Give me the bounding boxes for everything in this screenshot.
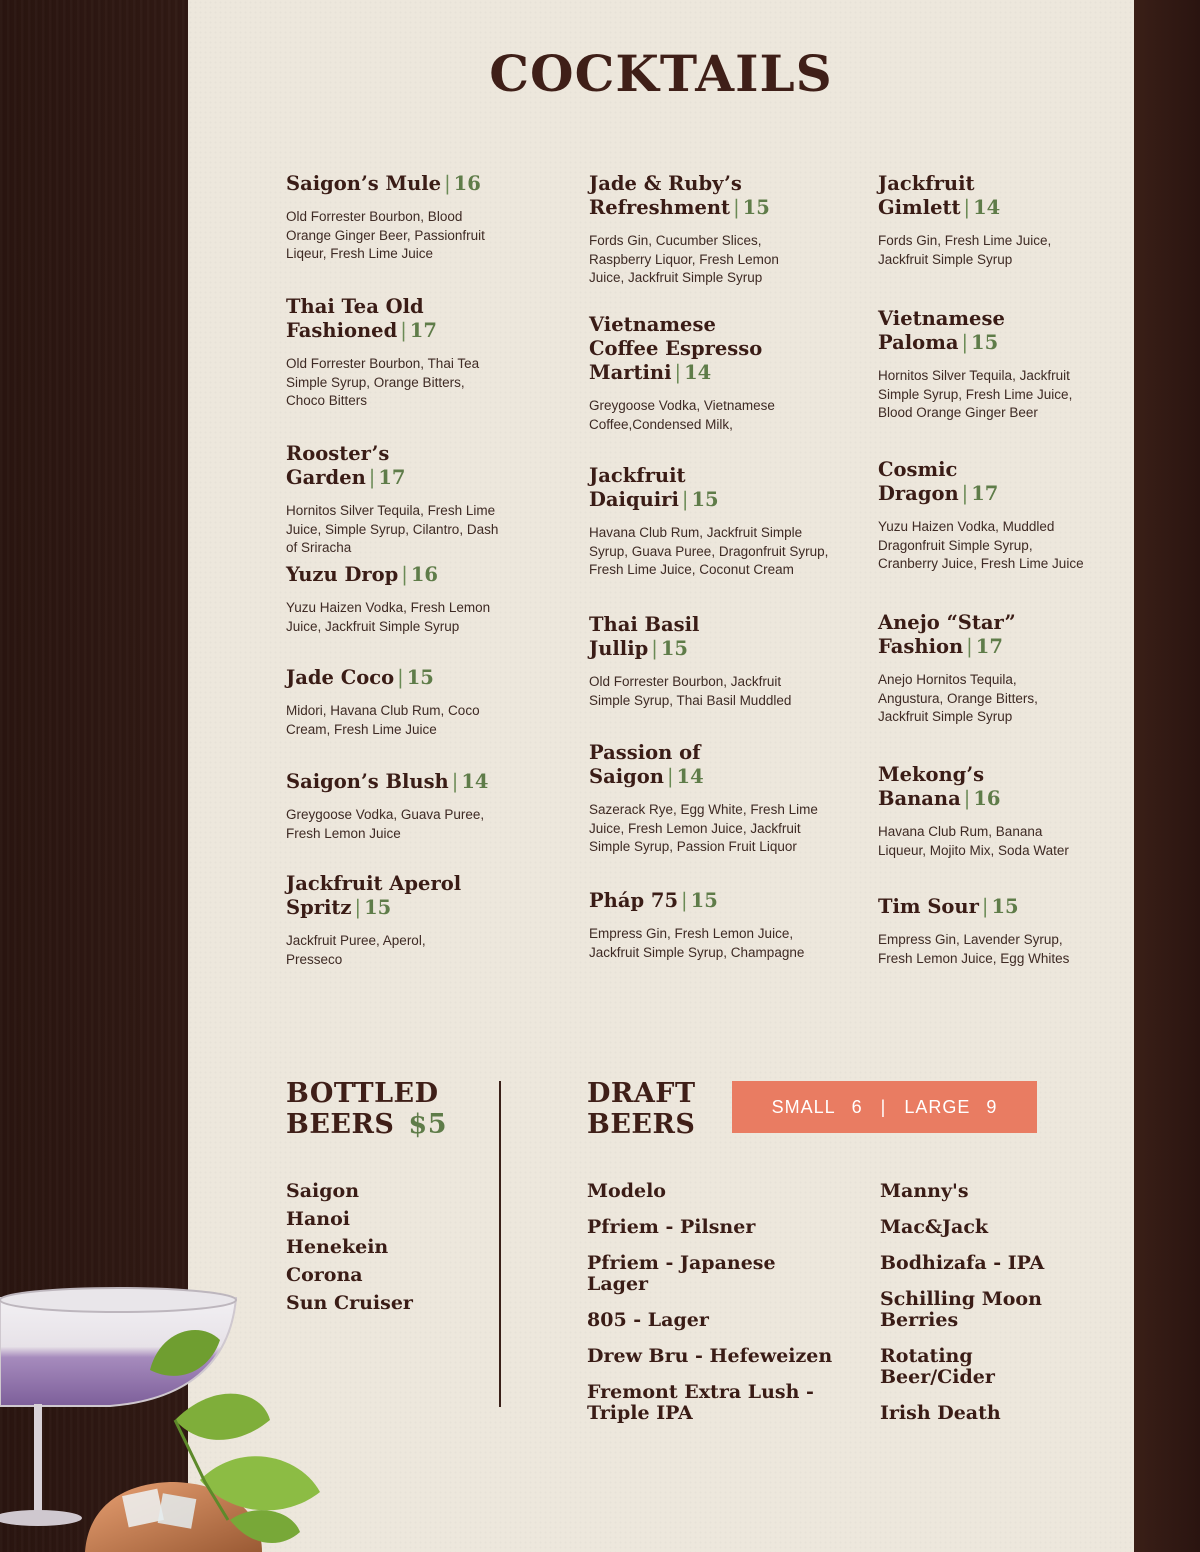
cocktail-item [286, 295, 496, 411]
separator: | [733, 196, 740, 219]
glass-stem [34, 1404, 42, 1514]
cocktail-item [878, 611, 1038, 727]
cocktail-name: Thai Basil Jullip [589, 613, 700, 660]
cocktail-item [878, 763, 1069, 860]
cocktail-item [589, 889, 829, 962]
cocktail-item [286, 563, 506, 636]
cocktail-item [878, 172, 1052, 269]
cocktail-price: 15 [364, 896, 392, 919]
cocktail-item [589, 741, 818, 857]
cocktail-name: Jackfruit Aperol Spritz [286, 872, 462, 919]
list-item: Fremont Extra Lush - Triple IPA [587, 1381, 814, 1424]
separator: | [963, 787, 971, 810]
heading-line: BOTTLED [286, 1078, 439, 1109]
cocktail-name-line [589, 313, 779, 385]
cocktail-price: 17 [409, 319, 437, 342]
bottled-beers-heading [286, 1078, 447, 1140]
cocktail-price: 14 [973, 196, 1001, 219]
cocktail-name: Jade Coco [286, 666, 395, 689]
cocktail-item [286, 172, 506, 264]
separator: | [963, 196, 971, 219]
wood-border-right [1134, 0, 1200, 1552]
cocktail-ingredients: Yuzu Haizen Vodka, Fresh Lemon Juice, Jackfruit Simple Syrup [286, 600, 491, 634]
cocktail-item [878, 307, 1073, 423]
cocktail-price: 15 [691, 488, 719, 511]
list-item: Modelo [587, 1180, 666, 1202]
cocktail-ingredients: Jackfruit Puree, Aperol, Presseco [286, 933, 426, 967]
cocktail-item [589, 464, 829, 580]
draft-beers-heading [587, 1078, 696, 1140]
cocktail-name-line [589, 464, 759, 512]
cocktail-name-line [589, 889, 829, 913]
separator: | [666, 765, 674, 788]
cocktail-name-line [878, 895, 1088, 919]
cocktail-price: 15 [406, 666, 434, 689]
cocktail-name: Rooster’s Garden [286, 442, 390, 489]
cocktail-ingredients: Anejo Hornitos Tequila, Angustura, Orange Bitters, Jackfruit Simple Syrup [878, 672, 1038, 724]
cocktail-name: Jade & Ruby’s Refreshment [589, 172, 742, 219]
cocktail-price: 15 [991, 895, 1019, 918]
cocktail-name: Vietnamese Coffee Espresso Martini [589, 313, 763, 384]
separator: | [681, 488, 689, 511]
section-divider [499, 1081, 501, 1407]
list-item: Irish Death [880, 1402, 1001, 1424]
cocktail-name-line [286, 770, 506, 794]
cocktail-item [878, 895, 1088, 968]
cocktail-price: 15 [742, 196, 770, 219]
cocktail-ingredients: Greygoose Vodka, Guava Puree, Fresh Lemon Juice [286, 807, 485, 841]
cocktail-price: 17 [378, 466, 406, 489]
cocktail-price: 16 [453, 172, 481, 195]
cocktail-price: 15 [690, 889, 718, 912]
cocktail-ingredients: Old Forrester Bourbon, Thai Tea Simple Syrup, Orange Bitters, Choco Bitters [286, 356, 480, 408]
list-item: 805 - Lager [587, 1309, 709, 1331]
cocktail-ingredients: Midori, Havana Club Rum, Coco Cream, Fresh Lime Juice [286, 703, 480, 737]
separator: | [674, 361, 682, 384]
draft-beers-list-2 [880, 1181, 1070, 1439]
cocktail-price: 17 [975, 635, 1003, 658]
ice-cube [158, 1493, 197, 1528]
separator: | [961, 331, 969, 354]
cocktail-name-line [878, 611, 1028, 659]
separator: | [981, 895, 989, 918]
cocktail-name-line [286, 563, 506, 587]
menu-title: COCKTAILS [489, 44, 833, 103]
cocktail-item [286, 872, 466, 969]
list-item: Mac&Jack [880, 1216, 989, 1238]
list-item: Corona [286, 1264, 363, 1286]
separator: | [451, 770, 459, 793]
cocktail-name: Cosmic Dragon [878, 458, 959, 505]
cocktail-price: 14 [461, 770, 489, 793]
cocktail-name: Jackfruit Gimlett [878, 172, 975, 219]
cocktail-ingredients: Old Forrester Bourbon, Jackfruit Simple Syrup, Thai Basil Muddled [589, 674, 792, 708]
heading-line: BEERS [587, 1109, 696, 1140]
separator: | [400, 319, 407, 342]
cocktail-name: Mekong’s Banana [878, 763, 985, 810]
list-item: Pfriem - Japanese Lager [587, 1252, 776, 1295]
separator: | [354, 896, 362, 919]
cocktail-name-line [286, 442, 506, 490]
large-price: 9 [986, 1096, 998, 1117]
cocktail-name: Saigon’s Blush [286, 770, 449, 793]
glass-rim [0, 1288, 236, 1312]
separator: | [651, 637, 658, 660]
cocktail-ingredients: Greygoose Vodka, Vietnamese Coffee,Condensed Milk, [589, 398, 775, 432]
cocktail-ingredients: Yuzu Haizen Vodka, Muddled Dragonfruit Simple Syrup, Cranberry Juice, Fresh Lime Juice [878, 519, 1084, 571]
separator: | [966, 635, 973, 658]
list-item: Henekein [286, 1236, 389, 1258]
list-item: Saigon [286, 1180, 360, 1202]
cocktail-name: Thai Tea Old Fashioned [286, 295, 424, 342]
cocktail-name-line [286, 872, 466, 920]
cocktail-ingredients: Sazerack Rye, Egg White, Fresh Lime Juice, Fresh Lemon Juice, Jackfruit Simple Syrup, Passion Fruit Liquor [589, 802, 818, 854]
cocktail-item [589, 613, 792, 710]
separator: | [961, 482, 969, 505]
cocktail-ingredients: Fords Gin, Fresh Lime Juice, Jackfruit Simple Syrup [878, 233, 1052, 267]
separator: | [444, 172, 451, 195]
heading-line [286, 1109, 447, 1140]
cocktail-name: Passion of Saigon [589, 741, 701, 788]
cocktail-price: 14 [676, 765, 704, 788]
cocktail-name-line [286, 666, 506, 690]
cocktail-name-line [589, 172, 789, 220]
cocktail-price: 15 [660, 637, 688, 660]
cocktail-ingredients: Fords Gin, Cucumber Slices, Raspberry Liquor, Fresh Lemon Juice, Jackfruit Simple Syrup [589, 233, 779, 285]
cocktail-ingredients: Hornitos Silver Tequila, Jackfruit Simple Syrup, Fresh Lime Juice, Blood Orange Ginger Beer [878, 368, 1073, 420]
cocktail-glass-illustration [0, 1270, 330, 1552]
cocktail-name-line [878, 307, 1018, 355]
glass-base [0, 1510, 82, 1526]
cocktail-name-line [286, 172, 506, 196]
cocktail-name: Vietnamese Paloma [878, 307, 1005, 354]
list-item: Pfriem - Pilsner [587, 1216, 756, 1238]
cocktail-name: Tim Sour [878, 895, 979, 918]
cocktail-price: 16 [410, 563, 438, 586]
cocktail-ingredients: Havana Club Rum, Jackfruit Simple Syrup, Guava Puree, Dragonfruit Syrup, Fresh Lime Juice, Coconut Cream [589, 525, 829, 577]
large-label: LARGE [904, 1096, 971, 1117]
cocktail-name: Saigon’s Mule [286, 172, 442, 195]
bottled-price: $5 [408, 1109, 447, 1140]
separator: | [368, 466, 376, 489]
basil-leaf-icon [175, 1394, 270, 1440]
cocktail-ingredients: Old Forrester Bourbon, Blood Orange Ginger Beer, Passionfruit Liqeur, Fresh Lime Juice [286, 209, 485, 261]
separator: | [397, 666, 404, 689]
cocktail-name-line [589, 741, 739, 789]
cocktail-name: Jackfruit Daiquiri [589, 464, 686, 511]
cocktail-item [286, 770, 506, 843]
cocktail-item [286, 442, 506, 558]
cocktail-name-line [286, 295, 496, 343]
separator: | [681, 889, 688, 912]
cocktail-price: 15 [971, 331, 999, 354]
list-item: Bodhizafa - IPA [880, 1252, 1045, 1274]
cocktail-name-line [878, 172, 1018, 220]
heading-line: DRAFT [587, 1078, 696, 1109]
cocktail-name-line [878, 458, 1018, 506]
list-item: Sun Cruiser [286, 1292, 413, 1314]
cocktail-name: Anejo “Star” Fashion [878, 611, 1016, 658]
cocktail-item [589, 313, 779, 434]
cocktail-ingredients: Empress Gin, Fresh Lemon Juice, Jackfruit Simple Syrup, Champagne [589, 926, 805, 960]
small-label: SMALL [771, 1096, 836, 1117]
list-item: Drew Bru - Hefeweizen [587, 1345, 833, 1367]
cocktail-item [589, 172, 789, 288]
list-item: Schilling Moon Berries [880, 1288, 1042, 1331]
cocktail-name: Yuzu Drop [286, 563, 399, 586]
cocktail-item [878, 458, 1084, 574]
list-item: Hanoi [286, 1208, 350, 1230]
list-item: Rotating Beer/Cider [880, 1345, 995, 1388]
cocktail-price: 14 [684, 361, 712, 384]
separator: | [880, 1096, 887, 1117]
cocktail-ingredients: Empress Gin, Lavender Syrup, Fresh Lemon Juice, Egg Whites [878, 932, 1070, 966]
cocktail-ingredients: Hornitos Silver Tequila, Fresh Lime Juice, Simple Syrup, Cilantro, Dash of Sriracha [286, 503, 499, 555]
cocktail-name-line [589, 613, 739, 661]
cocktail-price: 16 [973, 787, 1001, 810]
cocktail-name: Pháp 75 [589, 889, 679, 912]
draft-price-badge [732, 1081, 1037, 1133]
list-item: Manny's [880, 1180, 969, 1202]
small-price: 6 [851, 1096, 863, 1117]
cocktail-ingredients: Havana Club Rum, Banana Liqueur, Mojito Mix, Soda Water [878, 824, 1069, 858]
cocktail-name-line [878, 763, 1018, 811]
separator: | [401, 563, 408, 586]
cocktail-item [286, 666, 506, 739]
cocktail-price: 17 [971, 482, 999, 505]
heading-text: BEERS [286, 1109, 395, 1140]
draft-beers-list-1 [587, 1181, 837, 1439]
